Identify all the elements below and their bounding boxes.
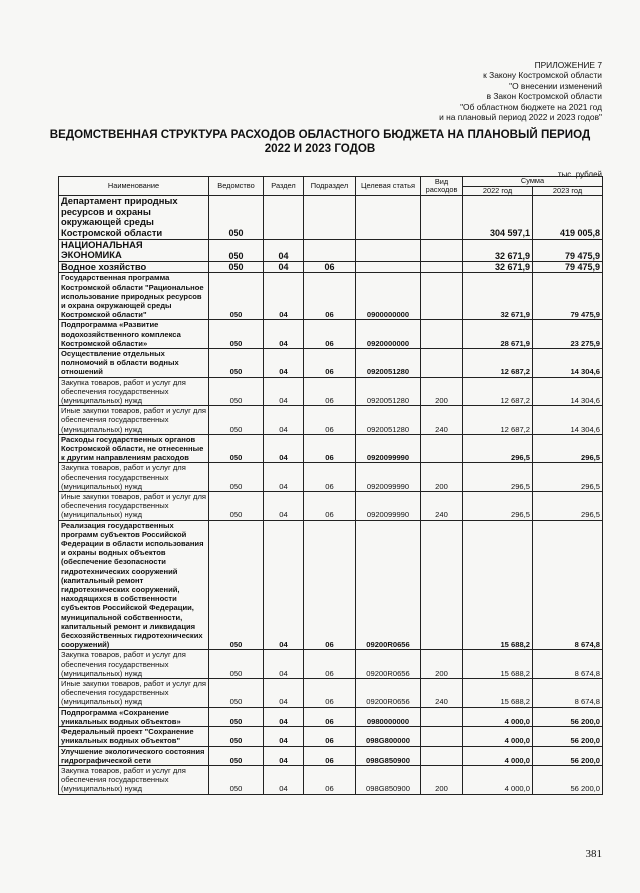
header-target: Целевая статья: [356, 177, 421, 196]
row-dept: 050: [209, 492, 264, 521]
appendix-line: в Закон Костромской области: [486, 91, 602, 102]
row-target: [356, 196, 421, 239]
row-subsection: 06: [304, 650, 356, 679]
row-dept: 050: [209, 463, 264, 492]
row-section: 04: [264, 320, 304, 349]
row-section: 04: [264, 727, 304, 746]
row-sum-2023: 56 200,0: [533, 707, 603, 726]
row-subsection: 06: [304, 261, 356, 273]
row-sum-2022: 4 000,0: [463, 727, 533, 746]
table-row: [59, 679, 603, 708]
row-target: 0920000000: [356, 320, 421, 349]
row-target: 09200R0656: [356, 679, 421, 708]
budget-table: [58, 176, 603, 795]
row-sum-2022: 12 687,2: [463, 348, 533, 377]
row-section: 04: [264, 707, 304, 726]
row-name: Расходы государственных органов Костромской области, не отнесенные к другим направлениям расходов: [59, 434, 209, 463]
row-subsection: 06: [304, 463, 356, 492]
row-section: 04: [264, 434, 304, 463]
row-sum-2022: 304 597,1: [463, 196, 533, 239]
row-section: 04: [264, 348, 304, 377]
row-section: 04: [264, 765, 304, 794]
row-sum-2023: 56 200,0: [533, 765, 603, 794]
row-sum-2022: 32 671,9: [463, 261, 533, 273]
row-sum-2023: 79 475,9: [533, 239, 603, 261]
row-dept: 050: [209, 406, 264, 435]
row-section: 04: [264, 273, 304, 320]
document-title: ВЕДОМСТВЕННАЯ СТРУКТУРА РАСХОДОВ ОБЛАСТНОГО БЮДЖЕТА НА ПЛАНОВЫЙ ПЕРИОД 2022 И 2023 ГОДОВ: [49, 128, 591, 155]
row-subsection: 06: [304, 679, 356, 708]
row-dept: 050: [209, 765, 264, 794]
row-expense-type: 240: [421, 406, 463, 435]
row-subsection: [304, 196, 356, 239]
row-expense-type: 200: [421, 377, 463, 406]
row-target: 098G800000: [356, 727, 421, 746]
row-name: Иные закупки товаров, работ и услуг для обеспечения государственных (муниципальных) нужд: [59, 406, 209, 435]
row-name: Закупка товаров, работ и услуг для обеспечения государственных (муниципальных) нужд: [59, 377, 209, 406]
header-subsection: Подраздел: [304, 177, 356, 196]
table-row: [59, 377, 603, 406]
table-row: [59, 348, 603, 377]
row-target: 098G850900: [356, 765, 421, 794]
row-dept: 050: [209, 377, 264, 406]
table-row: [59, 434, 603, 463]
header-2022: 2022 год: [463, 186, 533, 196]
row-expense-type: [421, 434, 463, 463]
table-row: [59, 320, 603, 349]
row-dept: 050: [209, 679, 264, 708]
appendix-line: к Закону Костромской области: [483, 70, 602, 81]
row-section: [264, 196, 304, 239]
table-row: [59, 492, 603, 521]
units-label: тыс. рублей: [557, 170, 602, 179]
row-dept: 050: [209, 746, 264, 765]
row-expense-type: 240: [421, 679, 463, 708]
row-sum-2022: 4 000,0: [463, 746, 533, 765]
row-section: 04: [264, 261, 304, 273]
row-name: НАЦИОНАЛЬНАЯ ЭКОНОМИКА: [59, 239, 209, 261]
row-subsection: 06: [304, 492, 356, 521]
row-expense-type: 200: [421, 463, 463, 492]
row-target: 09200R0656: [356, 650, 421, 679]
row-section: 04: [264, 520, 304, 650]
header-sum: Сумма: [463, 177, 603, 187]
row-name: Водное хозяйство: [59, 261, 209, 273]
row-dept: 050: [209, 727, 264, 746]
row-name: Федеральный проект "Сохранение уникальных водных объектов": [59, 727, 209, 746]
row-subsection: 06: [304, 406, 356, 435]
row-sum-2022: 296,5: [463, 434, 533, 463]
row-sum-2022: 4 000,0: [463, 765, 533, 794]
row-sum-2023: 296,5: [533, 492, 603, 521]
header-2023: 2023 год: [533, 186, 603, 196]
table-row: [59, 707, 603, 726]
row-subsection: 06: [304, 320, 356, 349]
row-expense-type: [421, 239, 463, 261]
row-target: 0900000000: [356, 273, 421, 320]
row-expense-type: [421, 261, 463, 273]
row-target: [356, 261, 421, 273]
row-name: Закупка товаров, работ и услуг для обеспечения государственных (муниципальных) нужд: [59, 765, 209, 794]
row-sum-2023: 8 674,8: [533, 679, 603, 708]
row-section: 04: [264, 463, 304, 492]
row-target: 09200R0656: [356, 520, 421, 650]
row-sum-2022: 32 671,9: [463, 273, 533, 320]
row-dept: 050: [209, 348, 264, 377]
row-sum-2022: 12 687,2: [463, 406, 533, 435]
row-dept: 050: [209, 650, 264, 679]
row-target: 0920051280: [356, 377, 421, 406]
table-row: [59, 650, 603, 679]
header-section: Раздел: [264, 177, 304, 196]
row-sum-2022: 12 687,2: [463, 377, 533, 406]
row-subsection: [304, 239, 356, 261]
row-target: 0920051280: [356, 406, 421, 435]
row-expense-type: 200: [421, 650, 463, 679]
row-section: 04: [264, 746, 304, 765]
row-sum-2022: 296,5: [463, 463, 533, 492]
row-expense-type: [421, 707, 463, 726]
row-target: 0920099990: [356, 434, 421, 463]
row-sum-2022: 4 000,0: [463, 707, 533, 726]
row-sum-2023: 8 674,8: [533, 520, 603, 650]
row-name: Иные закупки товаров, работ и услуг для обеспечения государственных (муниципальных) нужд: [59, 492, 209, 521]
row-subsection: 06: [304, 765, 356, 794]
row-sum-2023: 56 200,0: [533, 746, 603, 765]
row-subsection: 06: [304, 377, 356, 406]
row-sum-2022: 28 671,9: [463, 320, 533, 349]
row-name: Осуществление отдельных полномочий в области водных отношений: [59, 348, 209, 377]
appendix-line: и на плановый период 2022 и 2023 годов": [439, 112, 602, 123]
appendix-header: [342, 60, 602, 122]
row-name: Закупка товаров, работ и услуг для обеспечения государственных (муниципальных) нужд: [59, 463, 209, 492]
row-subsection: 06: [304, 348, 356, 377]
table-row: [59, 520, 603, 650]
row-sum-2023: 79 475,9: [533, 261, 603, 273]
row-sum-2022: 15 688,2: [463, 679, 533, 708]
table-row: [59, 765, 603, 794]
appendix-line: ПРИЛОЖЕНИЕ 7: [534, 60, 602, 70]
row-expense-type: [421, 348, 463, 377]
header-expense-type: Вид расходов: [421, 177, 463, 196]
row-dept: 050: [209, 707, 264, 726]
row-sum-2023: 296,5: [533, 434, 603, 463]
row-section: 04: [264, 377, 304, 406]
row-section: 04: [264, 679, 304, 708]
header-dept: Ведомство: [209, 177, 264, 196]
row-dept: 050: [209, 239, 264, 261]
row-dept: 050: [209, 273, 264, 320]
table-row: [59, 273, 603, 320]
row-subsection: 06: [304, 727, 356, 746]
appendix-line: "Об областном бюджете на 2021 год: [460, 101, 602, 112]
row-section: 04: [264, 492, 304, 521]
table-row: [59, 463, 603, 492]
row-name: Реализация государственных программ субъектов Российской Федерации в области использования и охраны водных объектов (обеспечение безопасности гидротехнических сооружений (капитальный ремонт гидротехнических сооружений, находящихся в собственности субъектов Российской Федерации, муниципальной собственности, капитальный ремонт и ликвидация бесхозяйственных гидротехнических сооружений): [59, 520, 209, 650]
row-target: 0920099990: [356, 492, 421, 521]
row-section: 04: [264, 239, 304, 261]
row-sum-2022: 15 688,2: [463, 650, 533, 679]
row-sum-2022: 296,5: [463, 492, 533, 521]
row-subsection: 06: [304, 520, 356, 650]
row-sum-2023: 8 674,8: [533, 650, 603, 679]
table-row: [59, 746, 603, 765]
row-name: Государственная программа Костромской области "Рациональное использование природных ресурсов и охрана окружающей среды Костромской области": [59, 273, 209, 320]
row-name: Улучшение экологического состояния гидрографической сети: [59, 746, 209, 765]
row-name: Департамент природных ресурсов и охраны окружающей среды Костромской области: [59, 196, 209, 239]
row-dept: 050: [209, 261, 264, 273]
row-sum-2023: 56 200,0: [533, 727, 603, 746]
table-row: [59, 727, 603, 746]
row-sum-2023: 79 475,9: [533, 273, 603, 320]
row-sum-2023: 419 005,8: [533, 196, 603, 239]
row-name: Иные закупки товаров, работ и услуг для обеспечения государственных (муниципальных) нужд: [59, 679, 209, 708]
row-section: 04: [264, 406, 304, 435]
row-dept: 050: [209, 520, 264, 650]
table-header: [59, 177, 603, 196]
row-name: Подпрограмма «Развитие водохозяйственного комплекса Костромской области»: [59, 320, 209, 349]
row-sum-2022: 32 671,9: [463, 239, 533, 261]
row-target: 0920099990: [356, 463, 421, 492]
row-expense-type: [421, 746, 463, 765]
row-target: 0920051280: [356, 348, 421, 377]
row-subsection: 06: [304, 273, 356, 320]
row-dept: 050: [209, 434, 264, 463]
row-expense-type: [421, 727, 463, 746]
row-target: 0980000000: [356, 707, 421, 726]
appendix-line: "О внесении изменений: [509, 80, 602, 91]
row-name: Подпрограмма «Сохранение уникальных водных объектов»: [59, 707, 209, 726]
table-row: [59, 196, 603, 239]
row-expense-type: [421, 320, 463, 349]
row-expense-type: [421, 273, 463, 320]
table-row: [59, 239, 603, 261]
row-expense-type: [421, 520, 463, 650]
row-sum-2023: 14 304,6: [533, 348, 603, 377]
row-subsection: 06: [304, 746, 356, 765]
row-sum-2022: 15 688,2: [463, 520, 533, 650]
row-name: Закупка товаров, работ и услуг для обеспечения государственных (муниципальных) нужд: [59, 650, 209, 679]
row-subsection: 06: [304, 707, 356, 726]
row-dept: 050: [209, 196, 264, 239]
header-name: Наименование: [59, 177, 209, 196]
row-subsection: 06: [304, 434, 356, 463]
row-expense-type: [421, 196, 463, 239]
table-row: [59, 406, 603, 435]
table-body: [59, 196, 603, 794]
row-target: 098G850900: [356, 746, 421, 765]
row-sum-2023: 23 275,9: [533, 320, 603, 349]
row-sum-2023: 296,5: [533, 463, 603, 492]
row-expense-type: 200: [421, 765, 463, 794]
row-section: 04: [264, 650, 304, 679]
table-row: [59, 261, 603, 273]
row-dept: 050: [209, 320, 264, 349]
row-expense-type: 240: [421, 492, 463, 521]
row-target: [356, 239, 421, 261]
row-sum-2023: 14 304,6: [533, 406, 603, 435]
row-sum-2023: 14 304,6: [533, 377, 603, 406]
page-number: 381: [585, 848, 602, 860]
